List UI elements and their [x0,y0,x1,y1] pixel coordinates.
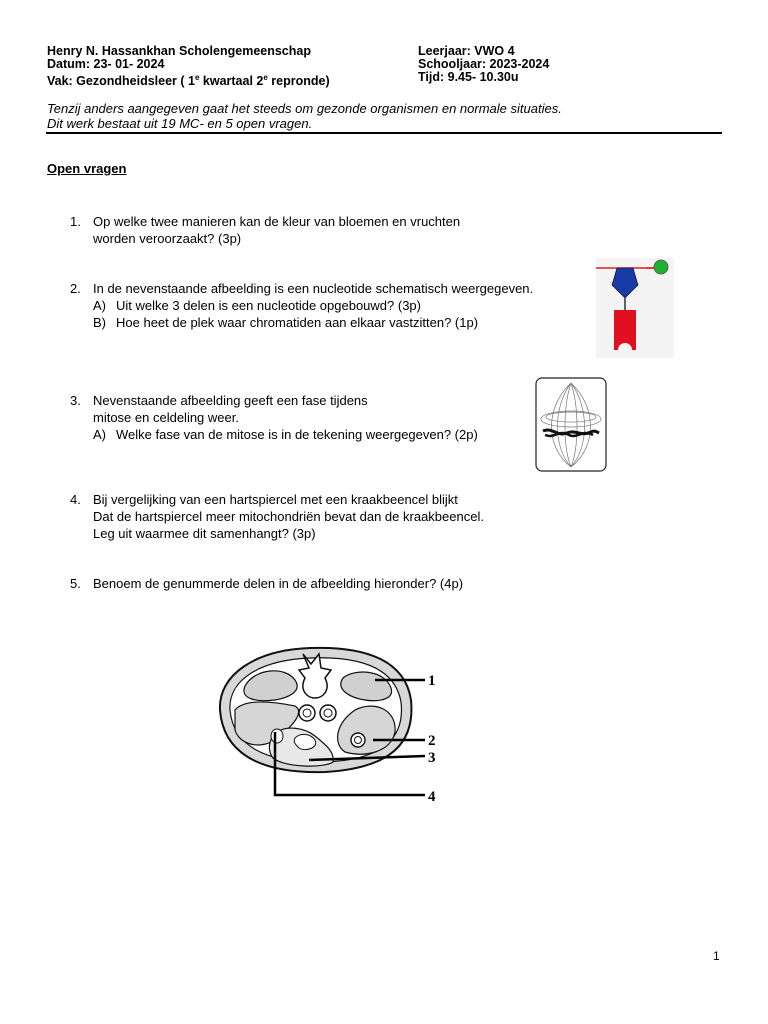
section-title: Open vragen [47,161,127,176]
question-line: Leg uit waarmee dit samenhangt? (3p) [93,526,316,541]
subquestion-text: Hoe heet de plek waar chromatiden aan elkaar vastzitten? (1p) [116,315,479,330]
question-line: In de nevenstaande afbeelding is een nucleotide schematisch weergegeven. [93,281,534,296]
figure-label-2: 2 [428,733,436,749]
question-number: 1. [70,214,81,229]
thorax-cross-section-figure [215,640,445,810]
page-number: 1 [713,949,720,963]
question-line: mitose en celdeling weer. [93,410,239,425]
question-line: Bij vergelijking van een hartspiercel met een kraakbeencel blijkt [93,492,458,507]
question-line: Dat de hartspiercel meer mitochondriën bevat dan de kraakbeencel. [93,509,484,524]
school-year: Schooljaar: 2023-2024 [418,57,550,71]
exam-time: Tijd: 9.45- 10.30u [418,70,519,84]
mitosis-figure [535,377,607,473]
nucleotide-figure [596,258,674,358]
subquestion-3a [93,426,478,443]
header-left [47,45,330,88]
question-line: Benoem de genummerde delen in de afbeelding hieronder? (4p) [93,576,464,591]
figure-label-4: 4 [428,789,436,805]
subquestion-label: A) [93,427,106,442]
question-body [93,575,463,592]
question-body [93,280,533,331]
question-line: Nevenstaande afbeelding geeft een fase tijdens [93,393,368,408]
thymus-icon [271,729,283,743]
subquestion-label: A) [93,298,106,313]
exam-date: Datum: 23- 01- 2024 [47,57,165,71]
question-line: worden veroorzaakt? (3p) [93,231,242,246]
intro-text [47,101,562,131]
question-number: 4. [70,492,81,507]
school-name: Henry N. Hassankhan Scholengemeenschap [47,44,311,58]
subject: Vak: Gezondheidsleer ( 1e kwartaal 2e repronde) [47,73,330,89]
question-body [93,213,460,247]
intro-line-1: Tenzij anders aangegeven gaat het steeds om gezonde organismen en normale situaties. [47,101,562,116]
phosphate-icon [654,260,668,274]
question-line: Op welke twee manieren kan de kleur van bloemen en vruchten [93,214,461,229]
header-divider [46,132,722,134]
figure-label-1: 1 [428,673,436,689]
question-body [93,392,478,443]
grade-year: Leerjaar: VWO 4 [418,44,515,58]
question-number: 2. [70,281,81,296]
subquestion-2a [93,297,533,314]
question-number: 5. [70,576,81,591]
question-number: 3. [70,393,81,408]
subquestion-text: Uit welke 3 delen is een nucleotide opgebouwd? (3p) [116,298,421,313]
subquestion-label: B) [93,315,106,330]
intro-line-2: Dit werk bestaat uit 19 MC- en 5 open vragen. [47,116,313,131]
subquestion-2b [93,314,533,331]
question-body [93,491,484,542]
subquestion-text: Welke fase van de mitose is in de tekening weergegeven? (2p) [116,427,478,442]
figure-label-3: 3 [428,750,436,766]
header-right [418,45,549,84]
